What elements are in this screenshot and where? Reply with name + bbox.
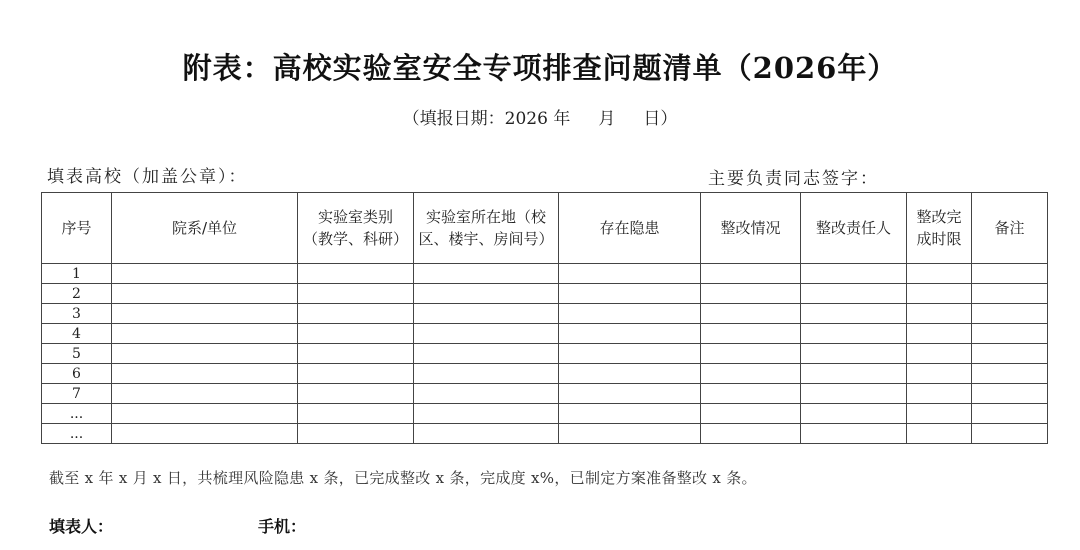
cell-index: 4 — [42, 324, 112, 344]
cell-responsible[interactable] — [801, 284, 907, 304]
cell-rectification[interactable] — [701, 324, 801, 344]
cell-lab-location[interactable] — [414, 424, 559, 444]
cell-responsible[interactable] — [801, 364, 907, 384]
header-index: 序号 — [42, 193, 112, 264]
cell-department[interactable] — [112, 404, 298, 424]
cell-responsible[interactable] — [801, 404, 907, 424]
cell-index: 6 — [42, 364, 112, 384]
table-row — [42, 264, 1048, 284]
cell-remarks[interactable] — [972, 344, 1048, 364]
cell-lab-type[interactable] — [298, 364, 414, 384]
cell-lab-location[interactable] — [414, 304, 559, 324]
cell-index: 3 — [42, 304, 112, 324]
cell-department[interactable] — [112, 284, 298, 304]
cell-remarks[interactable] — [972, 264, 1048, 284]
cell-department[interactable] — [112, 424, 298, 444]
fill-date-line — [0, 104, 1080, 129]
cell-lab-location[interactable] — [414, 284, 559, 304]
cell-lab-location[interactable] — [414, 324, 559, 344]
cell-index: 7 — [42, 384, 112, 404]
cell-hazard[interactable] — [559, 364, 701, 384]
fill-date-prefix: （填报日期：2026 年 — [402, 109, 571, 129]
cell-rectification[interactable] — [701, 424, 801, 444]
table-header-row — [42, 193, 1048, 264]
fill-school-label: 填表高校（加盖公章）： — [47, 167, 248, 187]
cell-deadline[interactable] — [907, 324, 972, 344]
cell-lab-location[interactable] — [414, 364, 559, 384]
cell-lab-location[interactable] — [414, 384, 559, 404]
cell-responsible[interactable] — [801, 304, 907, 324]
cell-responsible[interactable] — [801, 384, 907, 404]
cell-department[interactable] — [112, 384, 298, 404]
cell-deadline[interactable] — [907, 264, 972, 284]
cell-remarks[interactable] — [972, 404, 1048, 424]
cell-hazard[interactable] — [559, 264, 701, 284]
cell-lab-type[interactable] — [298, 344, 414, 364]
cell-lab-type[interactable] — [298, 424, 414, 444]
cell-department[interactable] — [112, 264, 298, 284]
cell-lab-type[interactable] — [298, 324, 414, 344]
cell-hazard[interactable] — [559, 404, 701, 424]
header-responsible: 整改责任人 — [801, 193, 907, 264]
cell-lab-type[interactable] — [298, 384, 414, 404]
issue-list-table — [41, 192, 1048, 444]
cell-hazard[interactable] — [559, 304, 701, 324]
cell-index: 1 — [42, 264, 112, 284]
cell-deadline[interactable] — [907, 384, 972, 404]
cell-remarks[interactable] — [972, 324, 1048, 344]
fill-date-day: 日） — [643, 109, 678, 129]
cell-lab-location[interactable] — [414, 264, 559, 284]
cell-remarks[interactable] — [972, 364, 1048, 384]
table-row — [42, 324, 1048, 344]
cell-deadline[interactable] — [907, 284, 972, 304]
cell-rectification[interactable] — [701, 384, 801, 404]
cell-responsible[interactable] — [801, 344, 907, 364]
cell-hazard[interactable] — [559, 424, 701, 444]
header-remarks: 备注 — [972, 193, 1048, 264]
header-rectification: 整改情况 — [701, 193, 801, 264]
cell-lab-location[interactable] — [414, 404, 559, 424]
table-row — [42, 344, 1048, 364]
cell-lab-type[interactable] — [298, 284, 414, 304]
cell-lab-type[interactable] — [298, 404, 414, 424]
cell-deadline[interactable] — [907, 344, 972, 364]
cell-deadline[interactable] — [907, 364, 972, 384]
cell-rectification[interactable] — [701, 264, 801, 284]
cell-index: 5 — [42, 344, 112, 364]
cell-hazard[interactable] — [559, 284, 701, 304]
header-lab-location: 实验室所在地（校 区、楼宇、房间号） — [414, 193, 559, 264]
cell-lab-location[interactable] — [414, 344, 559, 364]
cell-index: ... — [42, 424, 112, 444]
cell-hazard[interactable] — [559, 344, 701, 364]
table-row — [42, 284, 1048, 304]
cell-department[interactable] — [112, 324, 298, 344]
cell-hazard[interactable] — [559, 384, 701, 404]
cell-rectification[interactable] — [701, 344, 801, 364]
document-title: 附表：高校实验室安全专项排查问题清单（2026年） — [182, 51, 898, 85]
cell-index: 2 — [42, 284, 112, 304]
filler-label: 填表人： — [49, 517, 114, 536]
fill-date-month: 月 — [598, 109, 616, 129]
cell-remarks[interactable] — [972, 384, 1048, 404]
header-deadline: 整改完 成时限 — [907, 193, 972, 264]
header-lab-type: 实验室类别 （教学、科研） — [298, 193, 414, 264]
cell-remarks[interactable] — [972, 304, 1048, 324]
cell-remarks[interactable] — [972, 424, 1048, 444]
cell-department[interactable] — [112, 364, 298, 384]
cell-rectification[interactable] — [701, 304, 801, 324]
cell-rectification[interactable] — [701, 284, 801, 304]
cell-responsible[interactable] — [801, 324, 907, 344]
phone-label: 手机： — [258, 517, 307, 536]
cell-responsible[interactable] — [801, 264, 907, 284]
summary-text: 截至 x 年 x 月 x 日，共梳理风险隐患 x 条，已完成整改 x 条，完成度 x%，已制定方案准备整改 x 条。 — [49, 469, 757, 487]
cell-deadline[interactable] — [907, 424, 972, 444]
cell-rectification[interactable] — [701, 404, 801, 424]
cell-deadline[interactable] — [907, 404, 972, 424]
cell-department[interactable] — [112, 344, 298, 364]
cell-remarks[interactable] — [972, 284, 1048, 304]
cell-responsible[interactable] — [801, 424, 907, 444]
table-row — [42, 304, 1048, 324]
cell-lab-type[interactable] — [298, 264, 414, 284]
header-hazard: 存在隐患 — [559, 193, 701, 264]
cell-rectification[interactable] — [701, 364, 801, 384]
cell-hazard[interactable] — [559, 324, 701, 344]
table-row — [42, 364, 1048, 384]
table-row — [42, 424, 1048, 444]
table-row — [42, 404, 1048, 424]
header-department: 院系/单位 — [112, 193, 298, 264]
cell-department[interactable] — [112, 304, 298, 324]
leader-signature-label: 主要负责同志签字： — [708, 169, 879, 189]
cell-index: ... — [42, 404, 112, 424]
table-row — [42, 384, 1048, 404]
cell-lab-type[interactable] — [298, 304, 414, 324]
cell-deadline[interactable] — [907, 304, 972, 324]
